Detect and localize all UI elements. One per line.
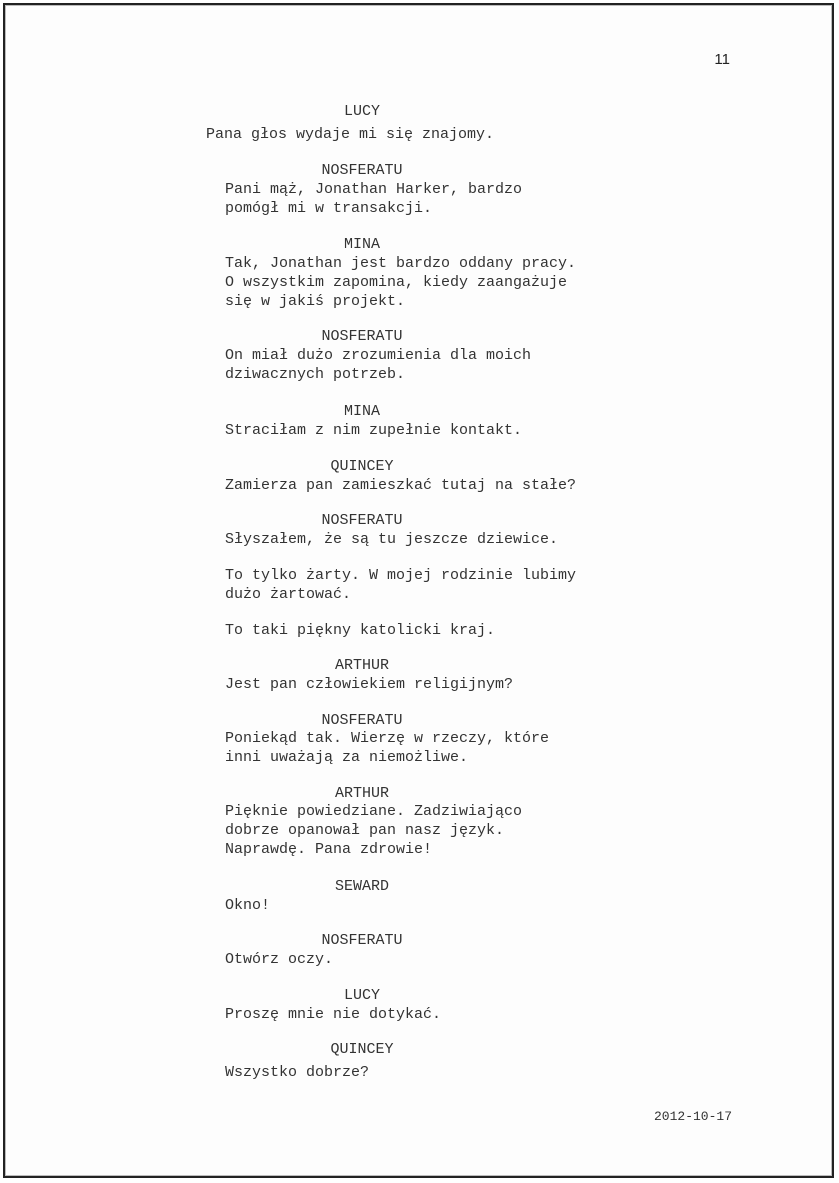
- dialogue-line: To taki piękny katolicki kraj.: [225, 622, 496, 639]
- dialogue-line: Poniekąd tak. Wierzę w rzeczy, które: [225, 730, 550, 747]
- page-date: 2012-10-17: [653, 1109, 732, 1124]
- dialogue-line: Zamierza pan zamieszkać tutaj na stałe?: [225, 477, 577, 494]
- character-name: ARTHUR: [335, 657, 390, 674]
- dialogue-line: dziwacznych potrzeb.: [225, 366, 406, 383]
- page-number: 11: [714, 51, 730, 68]
- dialogue-line: Pięknie powiedziane. Zadziwiająco: [225, 803, 523, 820]
- dialogue-line: się w jakiś projekt.: [225, 293, 406, 310]
- dialogue-line: Wszystko dobrze?: [225, 1064, 370, 1081]
- script-page: [3, 3, 834, 1178]
- dialogue-line: On miał dużo zrozumienia dla moich: [225, 347, 532, 364]
- character-name: LUCY: [344, 103, 381, 120]
- dialogue-line: pomógł mi w transakcji.: [225, 200, 433, 217]
- character-name: SEWARD: [335, 878, 390, 895]
- dialogue-line: Pani mąż, Jonathan Harker, bardzo: [225, 181, 523, 198]
- character-name: MINA: [344, 403, 381, 420]
- dialogue-line: O wszystkim zapomina, kiedy zaangażuje: [225, 274, 568, 291]
- character-name: NOSFERATU: [321, 328, 403, 345]
- dialogue-line: Słyszałem, że są tu jeszcze dziewice.: [225, 531, 559, 548]
- character-name: NOSFERATU: [321, 712, 403, 729]
- dialogue-line: Naprawdę. Pana zdrowie!: [225, 841, 433, 858]
- dialogue-line: To tylko żarty. W mojej rodzinie lubimy: [225, 567, 577, 584]
- dialogue-line: Jest pan człowiekiem religijnym?: [225, 676, 514, 693]
- dialogue-line: dobrze opanował pan nasz język.: [225, 822, 505, 839]
- character-name: QUINCEY: [330, 458, 394, 475]
- character-name: NOSFERATU: [321, 932, 403, 949]
- character-name: NOSFERATU: [321, 162, 403, 179]
- character-name: NOSFERATU: [321, 512, 403, 529]
- character-name: QUINCEY: [330, 1041, 394, 1058]
- character-name: MINA: [344, 236, 381, 253]
- dialogue-line: Okno!: [225, 897, 271, 914]
- dialogue-line: Otwórz oczy.: [225, 951, 334, 968]
- dialogue-line: Straciłam z nim zupełnie kontakt.: [225, 422, 523, 439]
- dialogue-line: Tak, Jonathan jest bardzo oddany pracy.: [225, 255, 577, 272]
- character-name: ARTHUR: [335, 785, 390, 802]
- dialogue-line: inni uważają za niemożliwe.: [225, 749, 469, 766]
- dialogue-line: Proszę mnie nie dotykać.: [225, 1006, 442, 1023]
- dialogue-line: Pana głos wydaje mi się znajomy.: [206, 126, 495, 143]
- character-name: LUCY: [344, 987, 381, 1004]
- dialogue-line: dużo żartować.: [225, 586, 352, 603]
